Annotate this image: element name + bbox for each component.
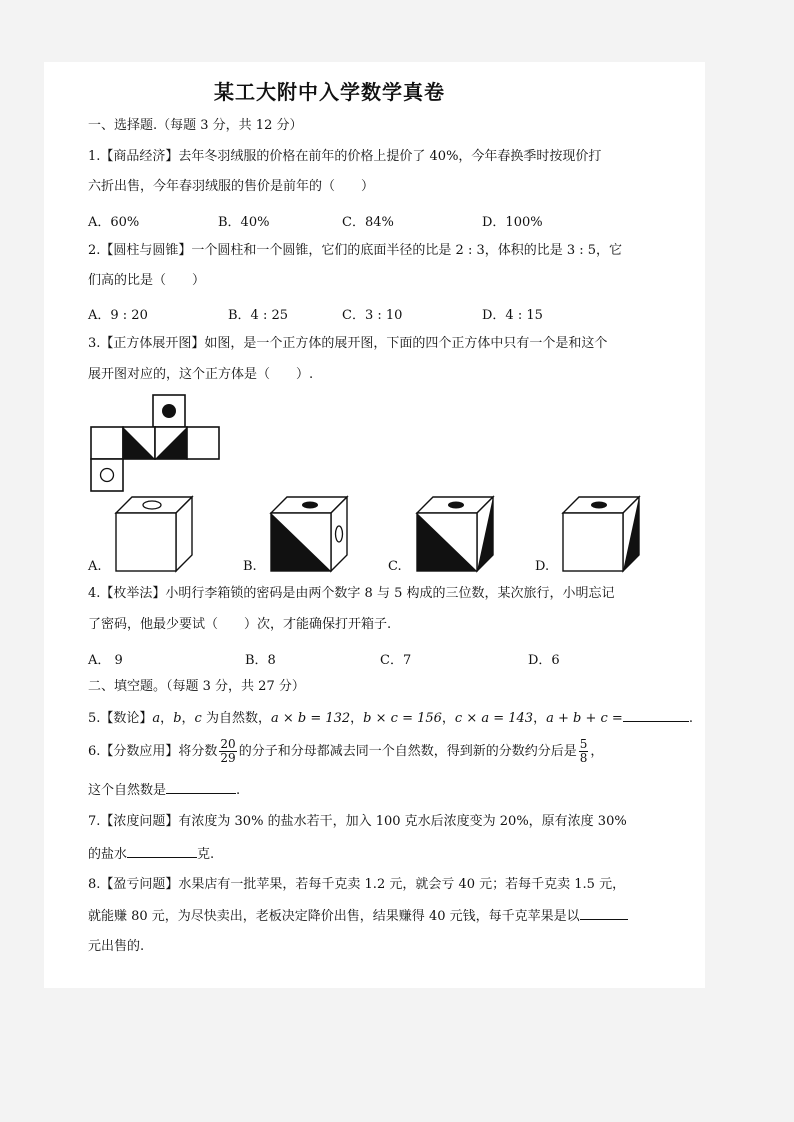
q1-option-c[interactable]: C．84% xyxy=(342,215,394,230)
var-b: b xyxy=(173,711,182,726)
q3-line1: 3.【正方体展开图】如图，是一个正方体的展开图，下面的四个正方体中只有一个是和这个 xyxy=(88,336,608,351)
q2-line2: 们高的比是（ ） xyxy=(88,273,206,288)
q5-sep-1: ， xyxy=(160,711,174,726)
net-hollow-circle xyxy=(101,469,114,482)
q1-option-a[interactable]: A．60% xyxy=(88,215,140,230)
q5-eq4: a + b + c = xyxy=(546,711,623,726)
fraction-20-29 xyxy=(219,738,236,765)
q6-line1 xyxy=(88,737,603,767)
frac2-numerator: 5 xyxy=(579,737,588,751)
frac1-denominator: 29 xyxy=(220,751,236,765)
cube-b-label: B. xyxy=(243,559,257,574)
q8-line2 xyxy=(88,907,628,926)
cube-a-label: A. xyxy=(88,559,102,574)
q6-answer-blank[interactable] xyxy=(166,781,236,794)
q8-line2-text: 就能赚 80 元，为尽快卖出，老板决定降价出售，结果赚得 40 元钱，每千克苹果是以 xyxy=(88,909,580,924)
q2-option-a[interactable]: A．9 : 20 xyxy=(88,308,148,323)
q2-option-c[interactable]: C．3 : 10 xyxy=(342,308,403,323)
cube-c-label: C. xyxy=(388,559,402,574)
cube-option-a[interactable] xyxy=(114,495,194,575)
cube-d-label: D. xyxy=(535,559,550,574)
q1-option-b[interactable]: B．40% xyxy=(218,215,270,230)
exam-page xyxy=(44,62,705,988)
q7-line2-prefix: 的盐水 xyxy=(88,847,128,862)
q5-line xyxy=(88,709,693,728)
q6-line2 xyxy=(88,781,240,800)
cube-option-b[interactable] xyxy=(269,495,349,575)
q1-option-d[interactable]: D．100% xyxy=(482,215,543,230)
q6-middle: 的分子和分母都减去同一个自然数，得到新的分数约分后是 xyxy=(238,744,577,759)
q2-option-b[interactable]: B．4 : 25 xyxy=(228,308,289,323)
q5-sep-4: ， xyxy=(441,711,455,726)
q5-text1: 为自然数， xyxy=(201,711,271,726)
q4-option-c[interactable]: C．7 xyxy=(380,653,412,668)
q5-prefix: 5.【数论】 xyxy=(88,711,153,726)
q4-option-d[interactable]: D．6 xyxy=(528,653,560,668)
var-c: c xyxy=(194,711,202,726)
q2-option-d[interactable]: D．4 : 15 xyxy=(482,308,543,323)
q5-sep-2: ， xyxy=(181,711,195,726)
q8-line1: 8.【盈亏问题】水果店有一批苹果，若每千克卖 1.2 元，就会亏 40 元；若每千克卖 1.5 元， xyxy=(88,877,626,892)
net-square-1 xyxy=(91,427,123,459)
q7-line1: 7.【浓度问题】有浓度为 30% 的盐水若干，加入 100 克水后浓度变为 20%，原有浓度 30% xyxy=(88,814,627,829)
var-a: a xyxy=(152,711,161,726)
q5-eq1: a × b = 132 xyxy=(270,711,351,726)
q4-option-a[interactable]: A． 9 xyxy=(88,653,123,668)
q1-line1: 1.【商品经济】去年冬羽绒服的价格在前年的价格上提价了 40%，今年春换季时按现价打 xyxy=(88,149,602,164)
frac2-denominator: 8 xyxy=(579,751,588,765)
q5-eq3: c × a = 143 xyxy=(454,711,534,726)
q4-line1: 4.【枚举法】小明行李箱锁的密码是由两个数字 8 与 5 构成的三位数，某次旅行，小明忘记 xyxy=(88,586,615,601)
page-title: 某工大附中入学数学真卷 xyxy=(214,80,445,104)
fraction-5-8 xyxy=(579,738,589,765)
q1-line2: 六折出售，今年春羽绒服的售价是前年的（ ） xyxy=(88,179,375,194)
q3-line2: 展开图对应的，这个正方体是（ ）. xyxy=(88,367,314,382)
section1-heading: 一、选择题.（每题 3 分，共 12 分） xyxy=(88,118,303,133)
net-square-4 xyxy=(187,427,219,459)
q6-end: . xyxy=(236,783,241,798)
q5-eq2: b × c = 156 xyxy=(363,711,442,726)
net-filled-dot xyxy=(162,404,176,418)
q8-line3: 元出售的. xyxy=(88,939,145,954)
q6-comma: ， xyxy=(590,744,604,759)
q4-line2: 了密码，他最少要试（ ）次，才能确保打开箱子. xyxy=(88,617,392,632)
q5-sep-5: ， xyxy=(533,711,547,726)
q4-option-b[interactable]: B．8 xyxy=(245,653,276,668)
q5-answer-blank[interactable] xyxy=(623,709,689,722)
frac1-numerator: 20 xyxy=(220,737,236,751)
cube-option-c[interactable] xyxy=(415,495,495,575)
q6-prefix: 6.【分数应用】将分数 xyxy=(88,744,218,759)
q7-line2 xyxy=(88,845,214,864)
section2-heading: 二、填空题。（每题 3 分，共 27 分） xyxy=(88,679,305,694)
q2-line1: 2.【圆柱与圆锥】一个圆柱和一个圆锥，它们的底面半径的比是 2 : 3，体积的比是 3 : 5，它 xyxy=(88,243,623,258)
q7-answer-blank[interactable] xyxy=(127,845,197,858)
q5-sep-3: ， xyxy=(350,711,364,726)
q7-line2-suffix: 克. xyxy=(197,847,215,862)
q5-end: . xyxy=(688,711,693,726)
cube-option-d[interactable] xyxy=(561,495,641,575)
cube-net-figure xyxy=(91,394,221,494)
q6-line2-text: 这个自然数是 xyxy=(88,783,167,798)
q8-answer-blank[interactable] xyxy=(580,907,628,920)
